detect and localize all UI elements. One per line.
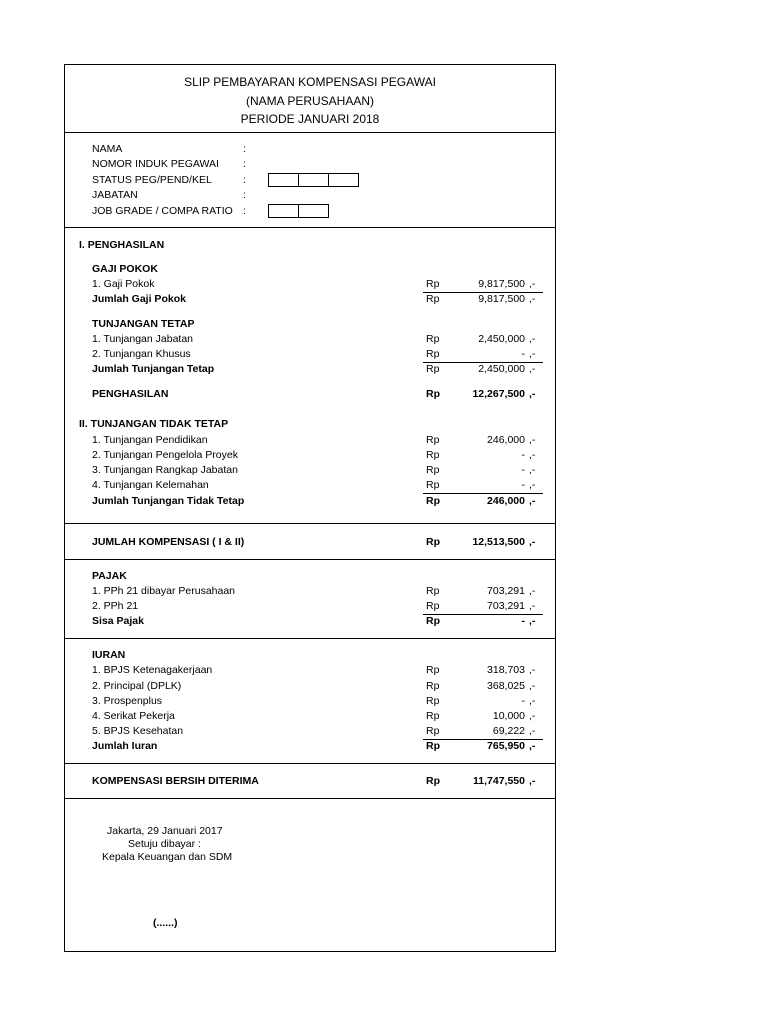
total-label: Sisa Pajak	[92, 615, 144, 627]
penghasilan-label: PENGHASILAN	[92, 388, 169, 400]
currency: Rp	[426, 388, 440, 400]
approval-text: Setuju dibayar :	[128, 838, 201, 850]
currency: Rp	[426, 363, 440, 375]
line-label: 1. BPJS Ketenagakerjaan	[92, 664, 213, 676]
underline	[423, 493, 543, 494]
total-value: 246,000	[487, 495, 525, 507]
field-label-jabatan: JABATAN	[92, 189, 138, 201]
currency: Rp	[426, 333, 440, 345]
line-label: 3. Prospenplus	[92, 695, 163, 707]
suffix: ,-	[529, 725, 536, 737]
total-label: Jumlah Tunjangan Tetap	[92, 363, 215, 375]
suffix: ,-	[529, 293, 536, 305]
divider	[65, 523, 555, 524]
suffix: ,-	[529, 775, 536, 787]
divider	[65, 763, 555, 764]
group-title: TUNJANGAN TETAP	[92, 318, 195, 330]
total-value: 9,817,500	[478, 293, 525, 305]
suffix: ,-	[529, 536, 536, 548]
line-value: 318,703	[487, 664, 525, 676]
line-label: 2. Principal (DPLK)	[92, 680, 182, 692]
line-value: -	[521, 348, 525, 360]
total-value: -	[521, 615, 525, 627]
currency: Rp	[426, 348, 440, 360]
total-value: 2,450,000	[478, 363, 525, 375]
place-date: Jakarta, 29 Januari 2017	[107, 825, 223, 837]
line-value: 10,000	[492, 710, 525, 722]
line-value: 2,450,000	[478, 333, 525, 345]
currency: Rp	[426, 600, 440, 612]
divider	[65, 798, 555, 799]
suffix: ,-	[529, 680, 536, 692]
currency: Rp	[426, 495, 440, 507]
suffix: ,-	[529, 664, 536, 676]
field-label-nip: NOMOR INDUK PEGAWAI	[92, 158, 219, 170]
section-title: I. PENGHASILAN	[79, 239, 165, 251]
line-label: 4. Serikat Pekerja	[92, 710, 175, 722]
signature-placeholder: (......)	[153, 917, 178, 929]
suffix: ,-	[529, 333, 536, 345]
line-value: 69,222	[492, 725, 525, 737]
line-value: 9,817,500	[478, 278, 525, 290]
currency: Rp	[426, 293, 440, 305]
total-label: Jumlah Iuran	[92, 740, 158, 752]
suffix: ,-	[529, 479, 536, 491]
field-label-grade: JOB GRADE / COMPA RATIO	[92, 205, 233, 217]
currency: Rp	[426, 464, 440, 476]
suffix: ,-	[529, 695, 536, 707]
field-colon: :	[243, 143, 246, 155]
field-colon: :	[243, 174, 246, 186]
field-colon: :	[243, 158, 246, 170]
suffix: ,-	[529, 278, 536, 290]
currency: Rp	[426, 278, 440, 290]
jumlah-kompensasi-value: 12,513,500	[472, 536, 525, 548]
total-value: 765,950	[487, 740, 525, 752]
line-value: 246,000	[487, 434, 525, 446]
penghasilan-value: 12,267,500	[472, 388, 525, 400]
line-label: 2. Tunjangan Pengelola Proyek	[92, 449, 238, 461]
line-label: 4. Tunjangan Kelemahan	[92, 479, 209, 491]
status-input-boxes[interactable]	[268, 173, 359, 187]
field-colon: :	[243, 189, 246, 201]
currency: Rp	[426, 434, 440, 446]
period: PERIODE JANUARI 2018	[240, 112, 380, 126]
line-label: 3. Tunjangan Rangkap Jabatan	[92, 464, 238, 476]
line-label: 2. Tunjangan Khusus	[92, 348, 191, 360]
suffix: ,-	[529, 449, 536, 461]
slip-title: SLIP PEMBAYARAN KOMPENSASI PEGAWAI	[184, 75, 436, 89]
grade-input-boxes[interactable]	[268, 204, 329, 218]
group-title: PAJAK	[92, 570, 127, 582]
suffix: ,-	[529, 740, 536, 752]
line-label: 1. Tunjangan Pendidikan	[92, 434, 208, 446]
line-value: -	[521, 695, 525, 707]
signer-position: Kepala Keuangan dan SDM	[102, 851, 233, 863]
currency: Rp	[426, 479, 440, 491]
suffix: ,-	[529, 363, 536, 375]
currency: Rp	[426, 710, 440, 722]
divider	[65, 227, 555, 228]
line-label: 5. BPJS Kesehatan	[92, 725, 184, 737]
divider	[65, 559, 555, 560]
suffix: ,-	[529, 495, 536, 507]
group-title: GAJI POKOK	[92, 263, 158, 275]
divider	[65, 638, 555, 639]
currency: Rp	[426, 664, 440, 676]
line-value: 703,291	[487, 600, 525, 612]
field-colon: :	[243, 205, 246, 217]
suffix: ,-	[529, 710, 536, 722]
suffix: ,-	[529, 615, 536, 627]
group-title: IURAN	[92, 649, 126, 661]
currency: Rp	[426, 740, 440, 752]
jumlah-kompensasi-label: JUMLAH KOMPENSASI ( I & II)	[92, 536, 245, 548]
currency: Rp	[426, 615, 440, 627]
field-label-status: STATUS PEG/PEND/KEL	[92, 174, 212, 186]
suffix: ,-	[529, 585, 536, 597]
suffix: ,-	[529, 464, 536, 476]
currency: Rp	[426, 680, 440, 692]
suffix: ,-	[529, 348, 536, 360]
line-label: 2. PPh 21	[92, 600, 139, 612]
currency: Rp	[426, 695, 440, 707]
kompensasi-bersih-label: KOMPENSASI BERSIH DITERIMA	[92, 775, 259, 787]
line-label: 1. Gaji Pokok	[92, 278, 155, 290]
suffix: ,-	[529, 388, 536, 400]
line-label: 1. PPh 21 dibayar Perusahaan	[92, 585, 236, 597]
suffix: ,-	[529, 434, 536, 446]
section-title: II. TUNJANGAN TIDAK TETAP	[79, 418, 229, 430]
kompensasi-bersih-value: 11,747,550	[473, 775, 525, 787]
field-label-nama: NAMA	[92, 143, 123, 155]
line-value: -	[521, 479, 525, 491]
currency: Rp	[426, 536, 440, 548]
salary-slip	[64, 64, 556, 952]
currency: Rp	[426, 449, 440, 461]
currency: Rp	[426, 775, 440, 787]
line-value: -	[521, 464, 525, 476]
line-value: 703,291	[487, 585, 525, 597]
total-label: Jumlah Gaji Pokok	[92, 293, 186, 305]
divider	[65, 132, 555, 133]
line-value: -	[521, 449, 525, 461]
line-label: 1. Tunjangan Jabatan	[92, 333, 194, 345]
line-value: 368,025	[487, 680, 525, 692]
total-label: Jumlah Tunjangan Tidak Tetap	[92, 495, 245, 507]
currency: Rp	[426, 725, 440, 737]
suffix: ,-	[529, 600, 536, 612]
currency: Rp	[426, 585, 440, 597]
company-name: (NAMA PERUSAHAAN)	[245, 94, 375, 108]
